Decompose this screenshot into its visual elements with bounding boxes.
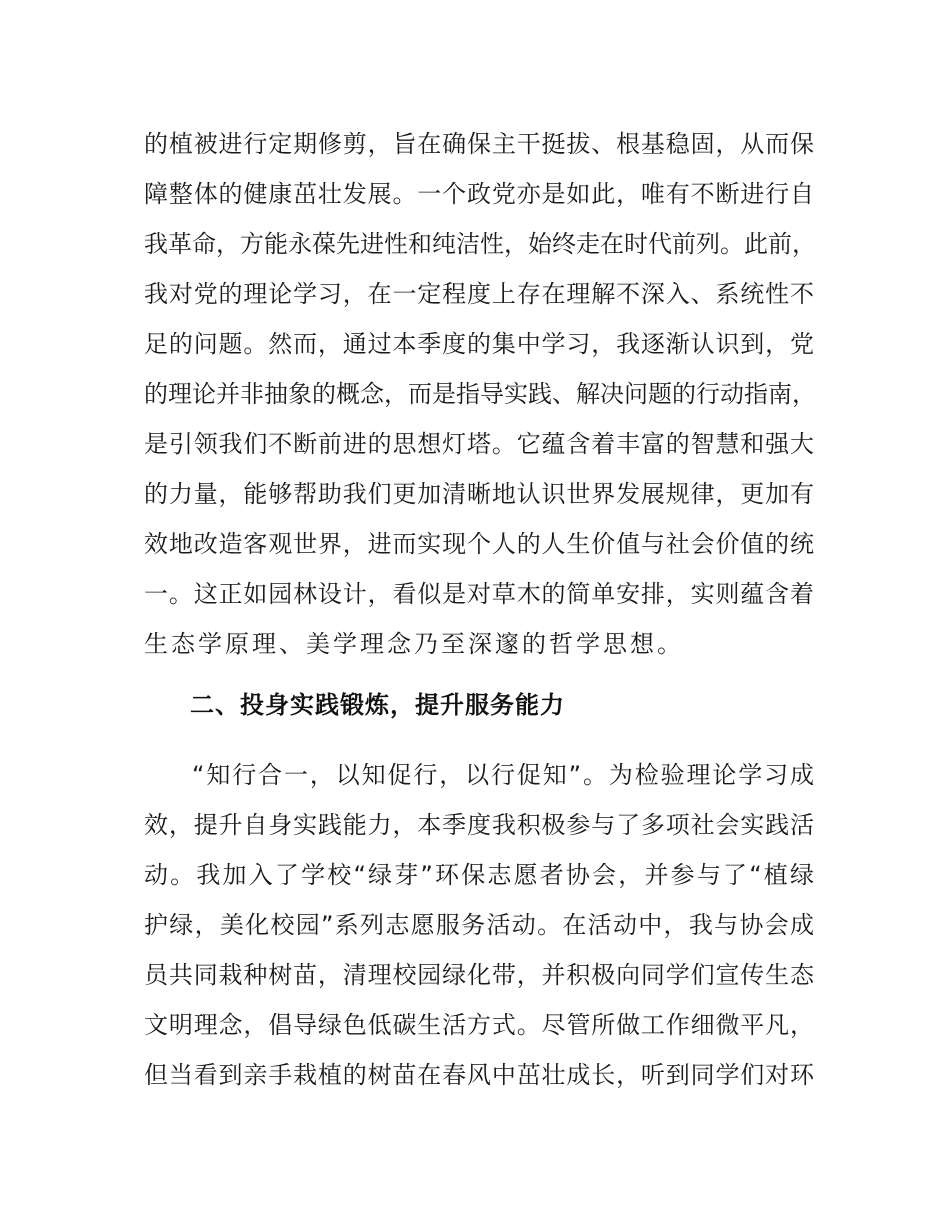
paragraph-line: 文明理念，倡导绿色低碳生活方式。尽管所做工作细微平凡， (144, 1011, 814, 1039)
paragraph-line: “知行合一，以知促行，以行促知”。为检验理论学习成 (192, 761, 814, 789)
paragraph-practice (144, 750, 814, 1100)
paragraph-line: 但当看到亲手栽植的树苗在春风中茁壮成长，听到同学们对环 (144, 1061, 814, 1089)
paragraph-line: 我革命，方能永葆先进性和纯洁性，始终走在时代前列。此前， (144, 230, 816, 258)
paragraph-line: 的力量，能够帮助我们更加清晰地认识世界发展规律，更加有 (144, 480, 814, 508)
paragraph-line: 生态学原理、美学理念乃至深邃的哲学思想。 (144, 630, 684, 658)
paragraph-line: 动。我加入了学校“绿芽”环保志愿者协会，并参与了“植绿 (144, 861, 814, 889)
paragraph-line: 护绿，美化校园”系列志愿服务活动。在活动中，我与协会成 (144, 911, 814, 939)
paragraph-line: 我对党的理论学习，在一定程度上存在理解不深入、系统性不 (144, 280, 814, 308)
paragraph-theory-study (144, 119, 814, 669)
paragraph-line: 是引领我们不断前进的思想灯塔。它蕴含着丰富的智慧和强大 (144, 430, 814, 458)
paragraph-line: 障整体的健康茁壮发展。一个政党亦是如此，唯有不断进行自 (144, 180, 814, 208)
paragraph-line: 一。这正如园林设计，看似是对草木的简单安排，实则蕴含着 (144, 580, 814, 608)
paragraph-line: 员共同栽种树苗，清理校园绿化带，并积极向同学们宣传生态 (144, 961, 814, 989)
paragraph-line: 足的问题。然而，通过本季度的集中学习，我逐渐认识到，党 (144, 330, 814, 358)
section-heading: 二、投身实践锻炼，提升服务能力 (190, 691, 565, 719)
paragraph-line: 的植被进行定期修剪，旨在确保主干挺拔、根基稳固，从而保 (144, 130, 814, 158)
paragraph-line: 效，提升自身实践能力，本季度我积极参与了多项社会实践活 (144, 811, 814, 839)
paragraph-line: 的理论并非抽象的概念，而是指导实践、解决问题的行动指南， (144, 380, 816, 408)
paragraph-line: 效地改造客观世界，进而实现个人的人生价值与社会价值的统 (144, 530, 814, 558)
